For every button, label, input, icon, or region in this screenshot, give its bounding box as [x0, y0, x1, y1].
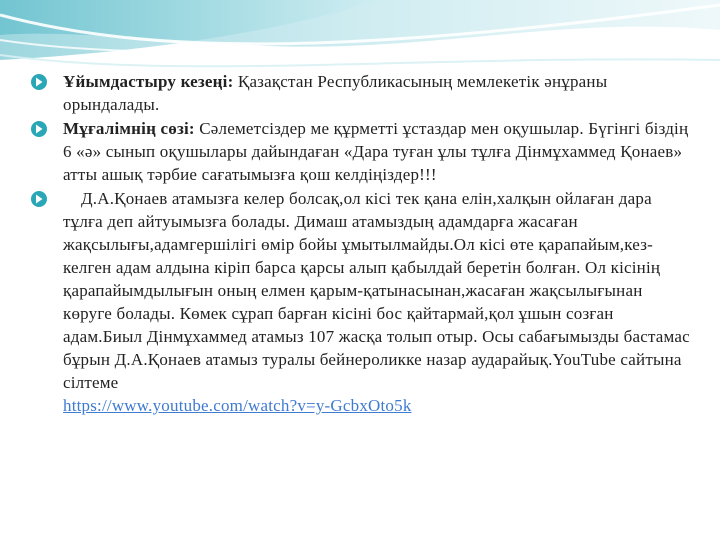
header-decoration — [0, 0, 720, 80]
bullet-item-konaev — [30, 187, 690, 417]
bullet-lead: Мұғалімнің сөзі: — [63, 119, 195, 138]
bullet-item-organization — [30, 70, 690, 116]
bullet-body: Қазақстан Республикасының мемлекетік әнұраны орындалады. — [63, 72, 608, 114]
bullet-item-teacher-word — [30, 117, 690, 186]
youtube-link[interactable]: https://www.youtube.com/watch?v=y-GcbxOto5k — [63, 396, 412, 415]
bullet-text — [63, 187, 690, 417]
teal-arrow-bullet-icon — [30, 190, 48, 208]
bullet-body: Д.А.Қонаев атамызға келер болсақ,ол кісі тек қана елін,халқын ойлаған дара тұлға деп айтуымызға болады. Димаш атамыздың адамдарға жасаған жақсылығы,адамгершілігі өмір бойы ұмытылмайды.Ол кісі өте қарапайым,кез-келген адам алдына кіріп барса қарсы алып қабылдай беретін болған. Ол кісінің қарапайымдылығын оның елмен қарым-қатынасынан,жасаған жақсылығынан көруге болады. Көмек сұрап барған кісіні бос қайтармай,қол ұшын созған адам.Биыл Дінмұхаммед атамыз 107 жасқа толып отыр. Осы сабағымызды бастамас бұрын Д.А.Қонаев атамыз туралы бейнероликке назар аударайық.YouTube сайтына сілтеме — [63, 189, 690, 392]
bullet-lead: Ұйымдастыру кезеңі: — [63, 72, 234, 91]
teal-arrow-bullet-icon — [30, 73, 48, 91]
slide-content — [30, 70, 690, 418]
bullet-text — [63, 117, 690, 186]
bullet-body: Сәлеметсіздер ме құрметті ұстаздар мен оқушылар. Бүгінгі біздің 6 «ә» сынып оқушылары дайындаған «Дара туған ұлы тұлға Дінмұхаммед Қонаев» атты ашық тәрбие сағатымызға қош келдіңіздер!!! — [63, 119, 689, 184]
teal-arrow-bullet-icon — [30, 120, 48, 138]
bullet-text — [63, 70, 690, 116]
